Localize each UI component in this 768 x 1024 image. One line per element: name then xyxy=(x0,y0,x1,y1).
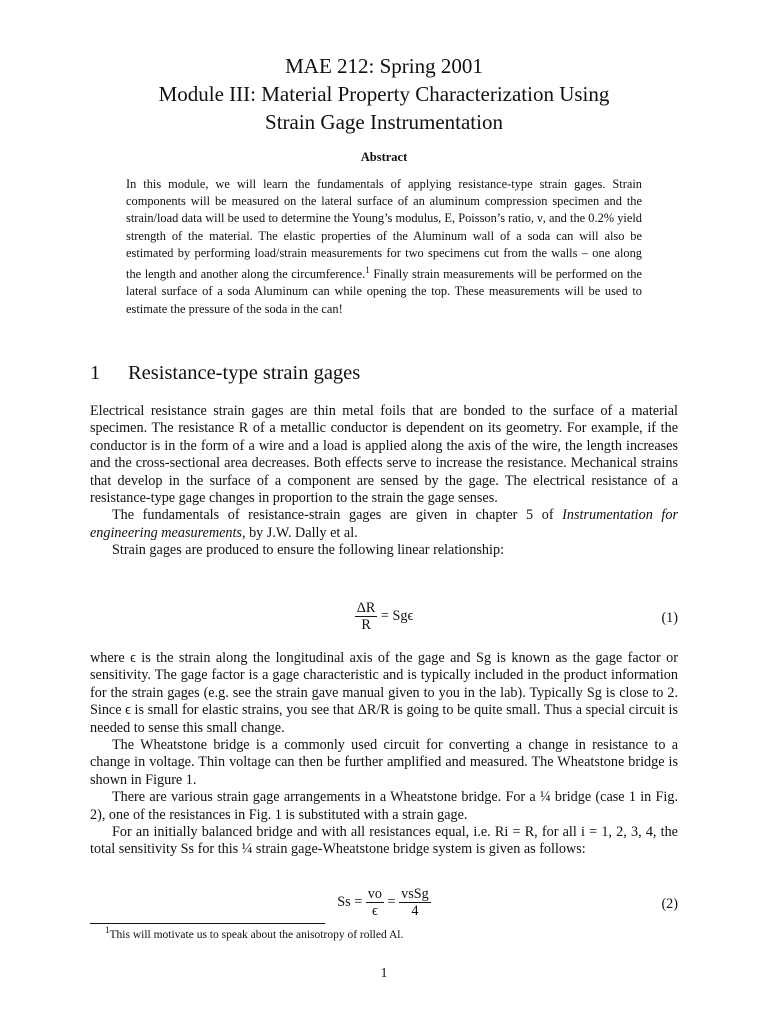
paragraph-3: Strain gages are produced to ensure the following linear relationship: xyxy=(112,542,505,559)
eq1-denominator: R xyxy=(361,617,371,633)
paragraph-7: For an initially balanced bridge and with all resistances equal, i.e. Ri = R, for all i = 1, 2, 3, 4, the total sensitivity Ss for this ¼ strain gage-Wheatstone bridge system is given as follows: xyxy=(90,824,678,858)
paragraph-1: Electrical resistance strain gages are thin metal foils that are bonded to the surface of a material specimen. The resistance R of a metallic conductor is dependent on its geometry. For example, if the conductor is in the form of a wire and a load is applied along the axis of the wire, the length increases and the cross-sectional area decreases. Both effects serve to increase the resistance. Mechanical strains that develop in the surface of a component are sensed by the gage. The electrical resistance of a resistance-type gage changes in proportion to the strain the gage senses. xyxy=(90,403,678,507)
eq2-numerator-1: vo xyxy=(367,886,382,902)
eq2-denominator-1: ϵ xyxy=(372,903,378,919)
footnote-text: This will motivate us to speak about the anisotropy of rolled Al. xyxy=(109,928,404,941)
title-line-2: Module III: Material Property Characterization Using xyxy=(158,82,610,106)
section-heading xyxy=(90,362,360,385)
paragraph-5: The Wheatstone bridge is a commonly used circuit for converting a change in resistance to a change in voltage. Thin voltage can then be further amplified and measured. The Wheatstone bridge is shown in Figure 1. xyxy=(90,737,678,788)
section-number: 1 xyxy=(90,362,101,384)
title-line-1: MAE 212: Spring 2001 xyxy=(285,54,483,78)
footnote-rule xyxy=(90,923,325,924)
eq2-fraction-2 xyxy=(399,886,431,919)
section-title: Resistance-type strain gages xyxy=(128,362,361,384)
paragraph-2-text-a: The fundamentals of resistance-strain gages are given in chapter 5 of xyxy=(112,507,563,524)
footnote-mark: 1 xyxy=(105,925,110,935)
equation-1 xyxy=(90,600,678,633)
eq1-rhs: = Sgϵ xyxy=(380,607,414,624)
eq1-fraction xyxy=(355,600,378,633)
eq2-denominator-2: 4 xyxy=(411,903,419,919)
eq1-label: (1) xyxy=(661,610,678,626)
abstract-text-a: In this module, we will learn the fundamentals of applying resistance-type strain gages. Strain components will be measured on the lateral surface of an aluminum compression specimen and the strain/load data will be used to determine the Young’s modulus, E, Poisson’s ratio, ν, and the 0.2% yield strength of the material. The elastic properties of the Aluminum wall of a soda can will also be estimated by performing load/strain measurements for two specimens cut from the walls – one along the length and another along the circumference. xyxy=(126,177,642,282)
abstract-heading: Abstract xyxy=(360,150,408,164)
eq2-fraction-1 xyxy=(366,886,384,919)
eq2-lhs: Ss = xyxy=(337,893,363,910)
body-block-1 xyxy=(90,403,678,560)
paragraph-6: There are various strain gage arrangements in a Wheatstone bridge. For a ¼ bridge (case 1 in Fig. 2), one of the resistances in Fig. 1 is substituted with a strain gage. xyxy=(90,789,678,823)
eq2-numerator-2: vsSg xyxy=(401,886,429,902)
book-title: Instrumentation for engineering measurements xyxy=(90,507,678,541)
body-block-2 xyxy=(90,650,678,859)
eq2-equals: = xyxy=(387,893,396,910)
paragraph-4: where ϵ is the strain along the longitudinal axis of the gage and Sg is known as the gage factor or sensitivity. The gage factor is a gage characteristic and is typically included in the product information for the strain gages (e.g. see the strain gave manual given to you in the lab). Typically Sg is close to 2. Since ϵ is small for elastic strains, you see that ΔR/R is going to be quite small. Thus a special circuit is needed to sense this small change. xyxy=(90,650,678,736)
eq1-numerator: ΔR xyxy=(356,600,376,616)
paragraph-2 xyxy=(90,507,678,542)
abstract-text-b: Finally strain measurements will be performed on the lateral surface of a soda Aluminum can while opening the top. These measurements will be used to estimate the pressure of the soda in the can! xyxy=(126,267,642,316)
page-number: 1 xyxy=(380,966,388,981)
title-line-3: Strain Gage Instrumentation xyxy=(265,110,503,134)
footnote xyxy=(105,925,403,941)
abstract-body xyxy=(126,176,642,318)
eq2-label: (2) xyxy=(661,896,678,912)
paragraph-2-text-b: , by J.W. Dally et al. xyxy=(241,524,358,541)
equation-2 xyxy=(90,886,678,919)
footnote-ref: 1 xyxy=(365,265,370,276)
